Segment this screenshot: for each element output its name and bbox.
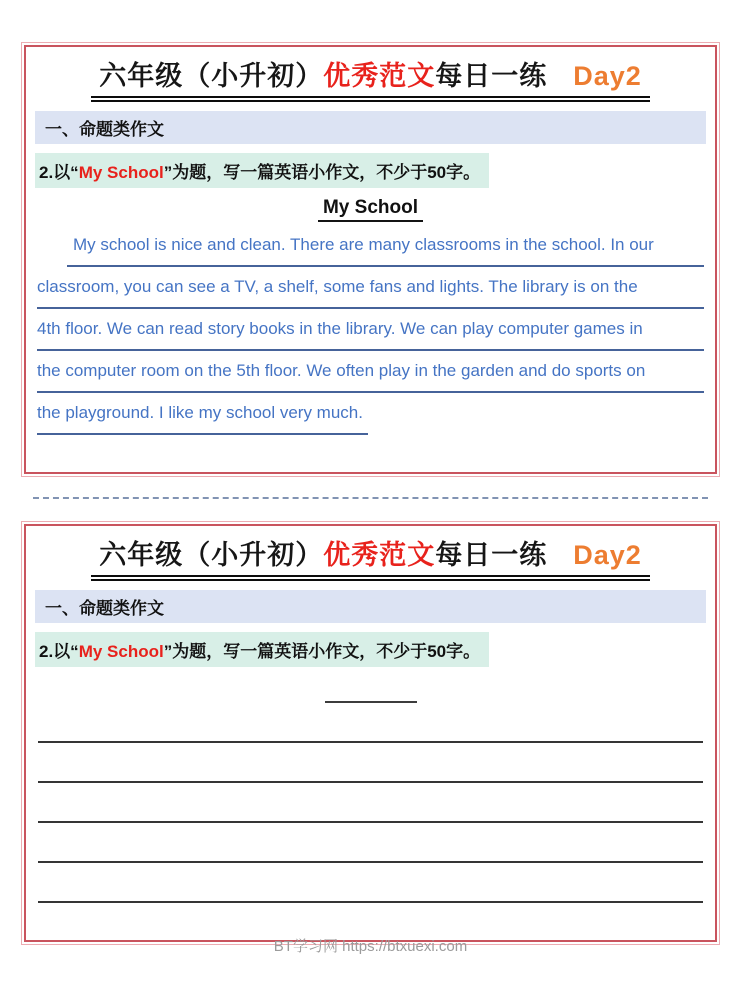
essay-line: My school is nice and clean. There are many classrooms in the school. In our <box>67 225 704 267</box>
title-day-badge: Day2 <box>573 61 642 91</box>
title-day-badge: Day2 <box>573 540 642 570</box>
essay-line: the playground. I like my school very much. <box>37 393 368 435</box>
section-header: 一、命题类作文 <box>35 111 706 144</box>
prompt-topic: My School <box>78 642 164 661</box>
prompt-text <box>35 632 489 667</box>
essay-line: the computer room on the 5th floor. We often play in the garden and do sports on <box>37 351 704 393</box>
answer-line <box>38 783 703 823</box>
title-grade: 六年级（小升初） <box>99 61 324 91</box>
essay-title-row <box>35 197 706 222</box>
prompt-row <box>35 153 706 188</box>
essay-line: 4th floor. We can read story books in the library. We can play computer games in <box>37 309 704 351</box>
essay-title: My School <box>318 197 423 222</box>
answer-title-blank-line <box>325 701 417 703</box>
prompt-prefix: 2.以“ <box>39 163 79 182</box>
page-cut-divider <box>33 497 708 499</box>
worksheet-title <box>35 54 706 102</box>
answer-title-row <box>35 667 706 703</box>
title-underline-group <box>91 533 650 581</box>
essay-line: classroom, you can see a TV, a shelf, some fans and lights. The library is on the <box>37 267 704 309</box>
answer-line <box>38 823 703 863</box>
prompt-prefix: 2.以“ <box>39 642 79 661</box>
worksheet-card-model-essay <box>21 42 720 477</box>
answer-line <box>38 743 703 783</box>
answer-line <box>38 863 703 903</box>
section-header: 一、命题类作文 <box>35 590 706 623</box>
prompt-text <box>35 153 489 188</box>
title-highlight: 优秀范文 <box>323 61 436 91</box>
card-inner-frame <box>24 524 717 942</box>
title-grade: 六年级（小升初） <box>99 540 324 570</box>
title-highlight: 优秀范文 <box>323 540 436 570</box>
card-inner-frame <box>24 45 717 474</box>
prompt-suffix: ”为题，写一篇英语小作文，不少于50字。 <box>163 642 481 661</box>
title-suffix: 每日一练 <box>435 540 548 570</box>
prompt-topic: My School <box>78 163 164 182</box>
essay-body <box>35 225 706 435</box>
title-underline-group <box>91 54 650 102</box>
site-watermark: BT学习网 https://btxuexi.com <box>273 938 468 955</box>
worksheet-card-practice <box>21 521 720 945</box>
answer-line <box>38 703 703 743</box>
title-suffix: 每日一练 <box>435 61 548 91</box>
worksheet-title <box>35 533 706 581</box>
prompt-row <box>35 632 706 667</box>
prompt-suffix: ”为题，写一篇英语小作文，不少于50字。 <box>163 163 481 182</box>
